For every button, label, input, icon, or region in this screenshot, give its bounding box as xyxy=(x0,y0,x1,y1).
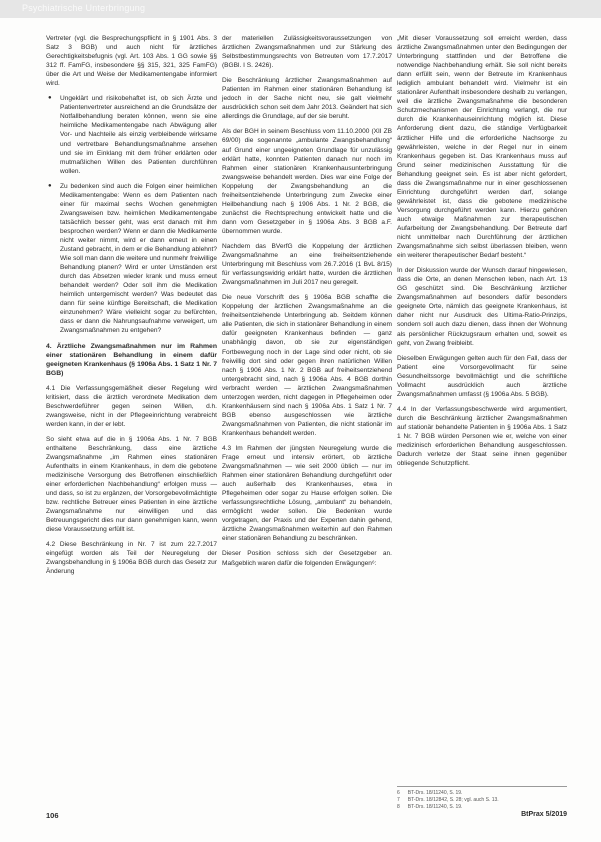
paragraph: Als der BGH in seinem Beschluss vom 11.10.2000 (XII ZB 69/00) die sogenannte „ambulante Zwangsbehandlung“ auf Grund einer ungeeigneten Grundlage für unzulässig erklärt hatte, konnten Patienten danach nur noch im Rahmen einer stationären Krankenhausunterbringung zwangsweise behandelt werden. Dies war eine Folge der Koppelung der Zwangsbehandlung an die freiheitsentziehende Unterbringung zum Zwecke einer Heilbehandlung nach § 1906 Abs. 1 Nr. 2 BGB, die zunächst die Rechtsprechung entwickelt hatte und die dann vom Gesetzgeber in § 1906a Abs. 3 BGB a.F. übernommen wurde. xyxy=(222,128,392,235)
paragraph: Dieser Position schloss sich der Gesetzgeber an. Maßgeblich waren dafür die folgenden Erwägungen⁶: xyxy=(222,550,392,567)
footnote-number: 6 xyxy=(397,790,400,796)
column-middle xyxy=(222,34,392,574)
section-heading: 4. Ärztliche Zwangsmaßnahmen nur im Rahmen einer stationären Behandlung in einem dafür geeigneten Krankenhaus (§ 1906a Abs. 1 Satz 1 Nr. 7 BGB) xyxy=(46,342,217,377)
paragraph: Die neue Vorschrift des § 1906a BGB schaffte die Koppelung der ärztlichen Zwangsmaßnahme an die freiheitsentziehende Unterbringung ab. Seitdem können alle Patienten, die sich in stationärer Behandlung in einem dafür geeigneten Krankenhaus befinden — ganz unabhängig davon, ob sie zur eigenständigen Fortbewegung noch in der Lage sind oder nicht, ob sie freiwillig dort sind oder gegen ihren natürlichen Willen nach § 1906 Abs. 1 Nr. 2 BGB auf freiheitsentziehend untergebracht sind, nach § 1906a Abs. 4 BGB dorthin verbracht werden — ärztlichen Zwangsmaßnahmen unterzogen werden, nicht dagegen in Pflegeheimen oder Krankenhäusern sind nach § 1906a Abs. 1 Satz 1 Nr. 7 BGB ebenso ausgeschlossen wie ärztliche Zwangsmaßnahmen von Patienten, die nicht stationär im Krankenhaus behandelt werden. xyxy=(222,294,392,437)
paragraph: 4.1 Die Verfassungsgemäßheit dieser Regelung wird kritisiert, dass die ärztlich verordnete Medikation dem Beschwerdeführer gegen seinen Willen, d.h. zwangsweise, nicht in der Pflegeeinrichtung verabreicht werden kann, in der er lebt. xyxy=(46,384,217,428)
paragraph: der materiellen Zulässigkeitsvoraussetzungen von ärztlichen Zwangsmaßnahmen und zur Stärkung des Selbstbestimmungsrechts von Betreuten vom 17.7.2017 (BGBl. I S. 2426). xyxy=(222,35,392,70)
bullet-item: ● Zu bedenken sind auch die Folgen einer heimlichen Medikamentengabe: Wenn es dem Patienten nach einer für maximal sechs Wochen genehmigten Zwangsweisen bzw. heimlichen Medikamentengabe tatsächlich besser geht, was erst danach mit ihm besprochen werden? Wenn er dann die Medikamente nicht weiter nimmt, wird er dann erneut in einen Zustand gebracht, in dem er die Behandlung ablehnt? Wie soll man dann die weitere und nunmehr freiwillige Behandlung planen? Wird er unter Umständen erst durch das Absetzen wieder krank und muss erneut behandelt werden? Oder soll ihm die Medikation heimlich untergemischt werden? Was bedeutet das dann für seine künftige Bereitschaft, die Medikation einzunehmen? Wäre vielleicht sogar zu befürchten, dass er dann die Nahrungsaufnahme verweigert, um Zwangsmaßnahmen zu entgehen? xyxy=(46,182,217,336)
paragraph: Nachdem das BVerfG die Koppelung der ärztlichen Zwangsmaßnahme an eine freiheitsentziehende Unterbringung mit Beschluss vom 26.7.2016 (1 BvL 8/15) für verfassungswidrig erklärt hatte, wurden die ärztlichen Zwangsmaßnahmen im Juli 2017 neu geregelt. xyxy=(222,242,392,287)
footnote-text: BT-Drs. 18/11240, S. 19. xyxy=(407,804,463,810)
header-title: Psychiatrische Unterbringung xyxy=(22,3,146,13)
footnotes xyxy=(397,786,567,811)
footnote xyxy=(397,804,567,811)
quote-paragraph: „Mit dieser Voraussetzung soll erreicht werden, dass ärztliche Zwangsmaßnahmen unter den Bedingungen der Unterbringung stattfinden und der Betroffene die notwendige Nachbehandlung erhält. Sie soll nicht bereits dann erfüllt sein, wenn der Betreute im Krankenhaus lediglich ambulant behandelt wird. Vielmehr ist ein stationärer Aufenthalt insbesondere deshalb zu verlangen, weil die ärztliche Zwangsmaßnahme die besonderen Schutzmechanismen der Einrichtung verlangt, die nur durch die Krankenhauseinrichtung möglich ist. Diese Anforderung dient dazu, die ständige Verfügbarkeit ärztlicher Hilfe und die erforderliche Nachsorge zu gewährleisten, welche in der Regel nur in einem Krankenhaus gegeben ist. Das Krankenhaus muss auf Grund seiner medizinischen Ausstattung für die Behandlung geeignet sein. Es ist aber nicht gefordert, dass die Zwangsmaßnahme nur in einer geschlossenen Einrichtung durchgeführt werden darf, solange gewährleistet ist, dass die gebotene medizinische Versorgung durchgeführt werden kann. Hierzu gehören auch etwaige Maßnahmen zur therapeutischen Aufarbeitung der Zwangsbehandlung. Der Betreute darf nicht unmittelbar nach Durchführung der ärztlichen Zwangsmaßnahme sich selbst überlassen bleiben, wenn ein weiterer therapeutischer Bedarf besteht.“ xyxy=(397,35,567,260)
paragraph: 4.3 Im Rahmen der jüngsten Neuregelung wurde die Frage erneut und intensiv erörtert, ob ärztliche Zwangsmaßnahmen — wie seit 2000 üblich — nur im Rahmen einer stationären Behandlung durchgeführt oder auch außerhalb des Krankenhauses, etwa in Pflegeheimen oder sogar zu Hause erfolgen sollen. Die verfassungsrechtliche Lösung, „ambulant“ zu behandeln, ermöglicht weder sollen. Die Bedenken wurde vorgetragen, der Praxis und der Experten dahin gehend, ärztliche Zwangsmaßnahmen weiterhin auf den Rahmen einer stationären Behandlung zu beschränken. xyxy=(222,444,392,543)
paragraph: Vertreter (vgl. die Besprechungspflicht in § 1901 Abs. 3 Satz 3 BGB) und auch nicht für ärztliches Gerechtigkeitsbefugnis (vgl. Art. 103 Abs. 1 GG sowie §§ 312 ff. FamFG, insbesondere §§ 315, 321, 325 FamFG) über die Art und Weise der Medikamentengabe informiert wird. xyxy=(46,35,217,88)
paragraph: Dieselben Erwägungen gelten auch für den Fall, dass der Patient eine Vorsorgevollmacht für seine Gesundheitssorge bevollmächtigt und die schriftliche Vollmacht ausdrücklich auch ärztliche Zwangsmaßnahmen umfasst (§ 1906a Abs. 5 BGB). xyxy=(397,354,567,398)
page-number: 106 xyxy=(46,811,59,820)
paragraph: 4.2 Diese Beschränkung in Nr. 7 ist zum 22.7.2017 eingefügt worden als Teil der Neuregelung der Zwangsbehandlung in § 1906a BGB durch das Gesetz zur Änderung xyxy=(46,541,217,576)
paragraph: In der Diskussion wurde der Wunsch darauf hingewiesen, dass die Orte, an denen Menschen leben, nach Art. 13 GG geschützt sind. Die Beschränkung ärztlicher Zwangsmaßnahmen auf besonders dafür besonders geeignete Orte, nämlich das geeignete Krankenhaus, ist daher nicht nur Ausdruck des Ultima-Ratio-Prinzips, sondern soll auch dazu dienen, dass ihnen der Wohnung als persönlicher Rückzugsraum erhalten und, soweit es geht, von Zwang freibleibt. xyxy=(397,267,567,347)
bullet-item: ● Ungeklärt und risikobehaftet ist, ob sich Ärzte und Patientenvertreter ausreichend an die Grundsätze der Notfallbehandlung beraten können, wenn sie eine heimliche Medikamentengabe nach Abwägung aller Vor- und Nachteile als einzig verbleibende wirksame und vertretbare Behandlungsmaßnahme ansehen und sie im Einklang mit dem früher erklärten oder mutmaßlichen Willen des Patienten durchführen wollen. xyxy=(46,94,217,175)
paragraph: 4.4 In der Verfassungsbeschwerde wird argumentiert, durch die Beschränkung ärztlicher Zwangsmaßnahmen auf stationär behandelte Patienten in § 1906a Abs. 1 Satz 1 Nr. 7 BGB würden Personen wie er, welche von einer medizinisch erforderlichen Behandlung ausgeschlossen. Dadurch verletze der Staat seine ihnen gegenüber obliegende Schutzpflicht. xyxy=(397,405,567,468)
footnote-number: 8 xyxy=(397,804,400,810)
footnote-text: BT-Drs. 18/11240, S. 19. xyxy=(407,790,463,796)
footnote-number: 7 xyxy=(397,797,400,803)
journal-issue: BtPrax 5/2019 xyxy=(521,811,567,818)
footnote-text: BT-Drs. 18/12842, S. 28; vgl. auch S. 13. xyxy=(407,797,499,803)
footnote xyxy=(397,797,567,804)
paragraph: Die Beschränkung ärztlicher Zwangsmaßnahmen auf Patienten im Rahmen einer stationären Behandlung ist jedoch in der Sache nicht neu, sie galt vielmehr ausdrücklich schon seit dem Jahr 2013. Geändert hat sich allerdings die Grundlage, auf der sie beruht. xyxy=(222,77,392,121)
footnote xyxy=(397,790,567,797)
column-right xyxy=(397,34,567,474)
bullet-list xyxy=(46,94,217,335)
running-header xyxy=(0,0,601,18)
paragraph: So sieht etwa auf die in § 1906a Abs. 1 Nr. 7 BGB enthaltene Beschränkung, dass eine ärztliche Zwangsmaßnahme „im Rahmen eines stationären Aufenthalts in einem Krankenhaus, in dem die gebotene medizinische Versorgung des Betroffenen einschließlich einer erforderlichen Nachbehandlung“ erfolgen muss — und dass, so ist zu ergänzen, der Vorsorgebevollmächtigte bzw. rechtliche Betreuer eines Patienten in eine ärztliche Zwangsmaßnahme nur einwilligen und das Betreuungsgericht dies nur dann genehmigen kann, wenn diese Voraussetzung erfüllt ist. xyxy=(46,435,217,534)
column-left xyxy=(46,34,217,582)
